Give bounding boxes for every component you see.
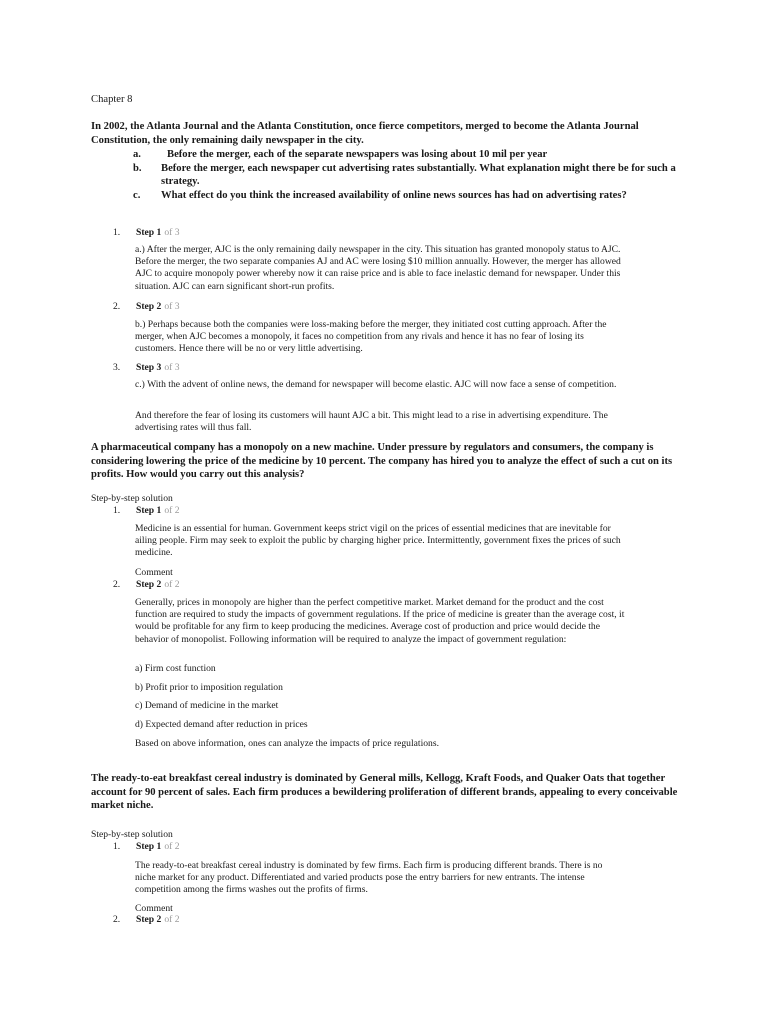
q2-step2-header <box>113 579 180 591</box>
q1-item-c <box>133 189 693 203</box>
q3-solution-label: Step-by-step solution <box>91 829 173 840</box>
q1-step1-text: a.) After the merger, AJC is the only remaining daily newspaper in the city. This situation has granted monopoly status to AJC. Before the merger, the two separate companies AJ and AC were losing $10 million annually. However, the merger has allowed AJC to acquire monopoly power whereby now it can raise price and is able to face inelastic demand for newspaper. Under this situation. AJC can earn significant short-run profits. <box>135 244 621 292</box>
q2-step1-text: Medicine is an essential for human. Government keeps strict vigil on the prices of essential medicines that are inevitable for ailing people. Firm may seek to exploit the public by charging higher price. Intermittently, government fixes the prices of such medicine. <box>135 523 621 559</box>
q3-step1-header <box>113 841 180 853</box>
q1-item-b <box>133 162 693 189</box>
q1-step1-header <box>113 227 180 239</box>
q1-step3-total: of 3 <box>164 362 180 373</box>
q2-step1-label: Step 1 <box>136 505 162 516</box>
q3-step2-total: of 2 <box>164 914 180 925</box>
q2-step2-label: Step 2 <box>136 579 162 590</box>
q1-step2-text: b.) Perhaps because both the companies were loss-making before the merger, they initiated cost cutting approach. After the merger, when AJC becomes a monopoly, it faces no competition from any rivals and hence it has no fear of losing its customers. Hence there will be no or very little advertising. <box>135 319 607 355</box>
q3-step2-label: Step 2 <box>136 914 162 925</box>
q3-step1-num: 1. <box>113 841 121 852</box>
q1-item-a-letter: a. <box>133 149 141 160</box>
q1-sublist <box>133 148 693 202</box>
q3-step2-header <box>113 914 180 926</box>
q2-step2-list-d: d) Expected demand after reduction in prices <box>135 719 308 730</box>
q1-item-a-text: Before the merger, each of the separate newspapers was losing about 10 mil per year <box>167 149 548 160</box>
q3-step2-num: 2. <box>113 914 121 925</box>
q2-step2-conclusion: Based on above information, ones can analyze the impacts of price regulations. <box>135 738 439 749</box>
q1-step1-num: 1. <box>113 227 121 238</box>
q2-step2-total: of 2 <box>164 579 180 590</box>
q3-comment-link[interactable]: Comment <box>135 903 173 914</box>
q2-comment-link[interactable]: Comment <box>135 567 173 578</box>
q3-intro: The ready-to-eat breakfast cereal industry is dominated by General mills, Kellogg, Kraft Foods, and Quaker Oats that together account for 90 percent of sales. Each firm produces a bewildering proliferation of different brands, appealing to every conceivable market niche. <box>91 773 678 812</box>
chapter-heading: Chapter 8 <box>91 94 133 105</box>
q1-step3-text-1: c.) With the advent of online news, the demand for newspaper will become elastic. AJC will now face a sense of competition. <box>135 379 617 390</box>
q1-step1-total: of 3 <box>164 227 180 238</box>
q1-step1-label: Step 1 <box>136 227 162 238</box>
q1-step3-num: 3. <box>113 362 121 373</box>
q1-step3-label: Step 3 <box>136 362 162 373</box>
q1-step3-header <box>113 362 180 374</box>
q1-step2-header <box>113 301 180 313</box>
q2-step2-list-c: c) Demand of medicine in the market <box>135 700 279 711</box>
q3-step1-text: The ready-to-eat breakfast cereal industry is dominated by few firms. Each firm is producing different brands. There is no niche market for any product. Differentiated and varied products pose the entry barriers for new entrants. The intense competition among the firms washes out the profits of firms. <box>135 860 603 896</box>
q1-item-c-text: What effect do you think the increased availability of online news sources has had on advertising rates? <box>161 189 627 201</box>
q1-item-b-letter: b. <box>133 162 142 174</box>
q1-item-c-letter: c. <box>133 189 141 201</box>
q1-item-b-text: Before the merger, each newspaper cut advertising rates substantially. What explanation might there be for such a strategy. <box>161 162 676 188</box>
q3-step1-label: Step 1 <box>136 841 162 852</box>
q1-step2-total: of 3 <box>164 301 180 312</box>
q1-step3-text-2: And therefore the fear of losing its customers will haunt AJC a bit. This might lead to a rise in advertising expenditure. The advertising rates will thus fall. <box>135 410 608 434</box>
q2-step2-list-b: b) Profit prior to imposition regulation <box>135 682 283 693</box>
q2-solution-label: Step-by-step solution <box>91 493 173 504</box>
q1-step2-label: Step 2 <box>136 301 162 312</box>
q2-step2-num: 2. <box>113 579 121 590</box>
q1-intro: In 2002, the Atlanta Journal and the Atlanta Constitution, once fierce competitors, merged to become the Atlanta Journal Constitution, the only remaining daily newspaper in the city. <box>91 121 639 146</box>
q2-intro: A pharmaceutical company has a monopoly on a new machine. Under pressure by regulators and consumers, the company is considering lowering the price of the medicine by 10 percent. The company has hired you to analyze the effect of such a cut on its profits. How would you carry out this analysis? <box>91 442 673 481</box>
q3-step1-total: of 2 <box>164 841 180 852</box>
q2-step1-total: of 2 <box>164 505 180 516</box>
q2-step1-header <box>113 505 180 517</box>
q2-step1-num: 1. <box>113 505 121 516</box>
q1-step2-num: 2. <box>113 301 121 312</box>
q1-item-a <box>133 148 693 162</box>
q2-step2-text: Generally, prices in monopoly are higher than the perfect competitive market. Market demand for the product and the cost function are required to study the impacts of government regulations. If the price of medicine is greater than the average cost, it would be profitable for any firm to keep producing the medicines. Average cost of production and price would decide the behavior of monopolist. Following information will be required to analyze the impact of government regulation: <box>135 597 625 645</box>
q2-step2-list-a: a) Firm cost function <box>135 663 216 674</box>
